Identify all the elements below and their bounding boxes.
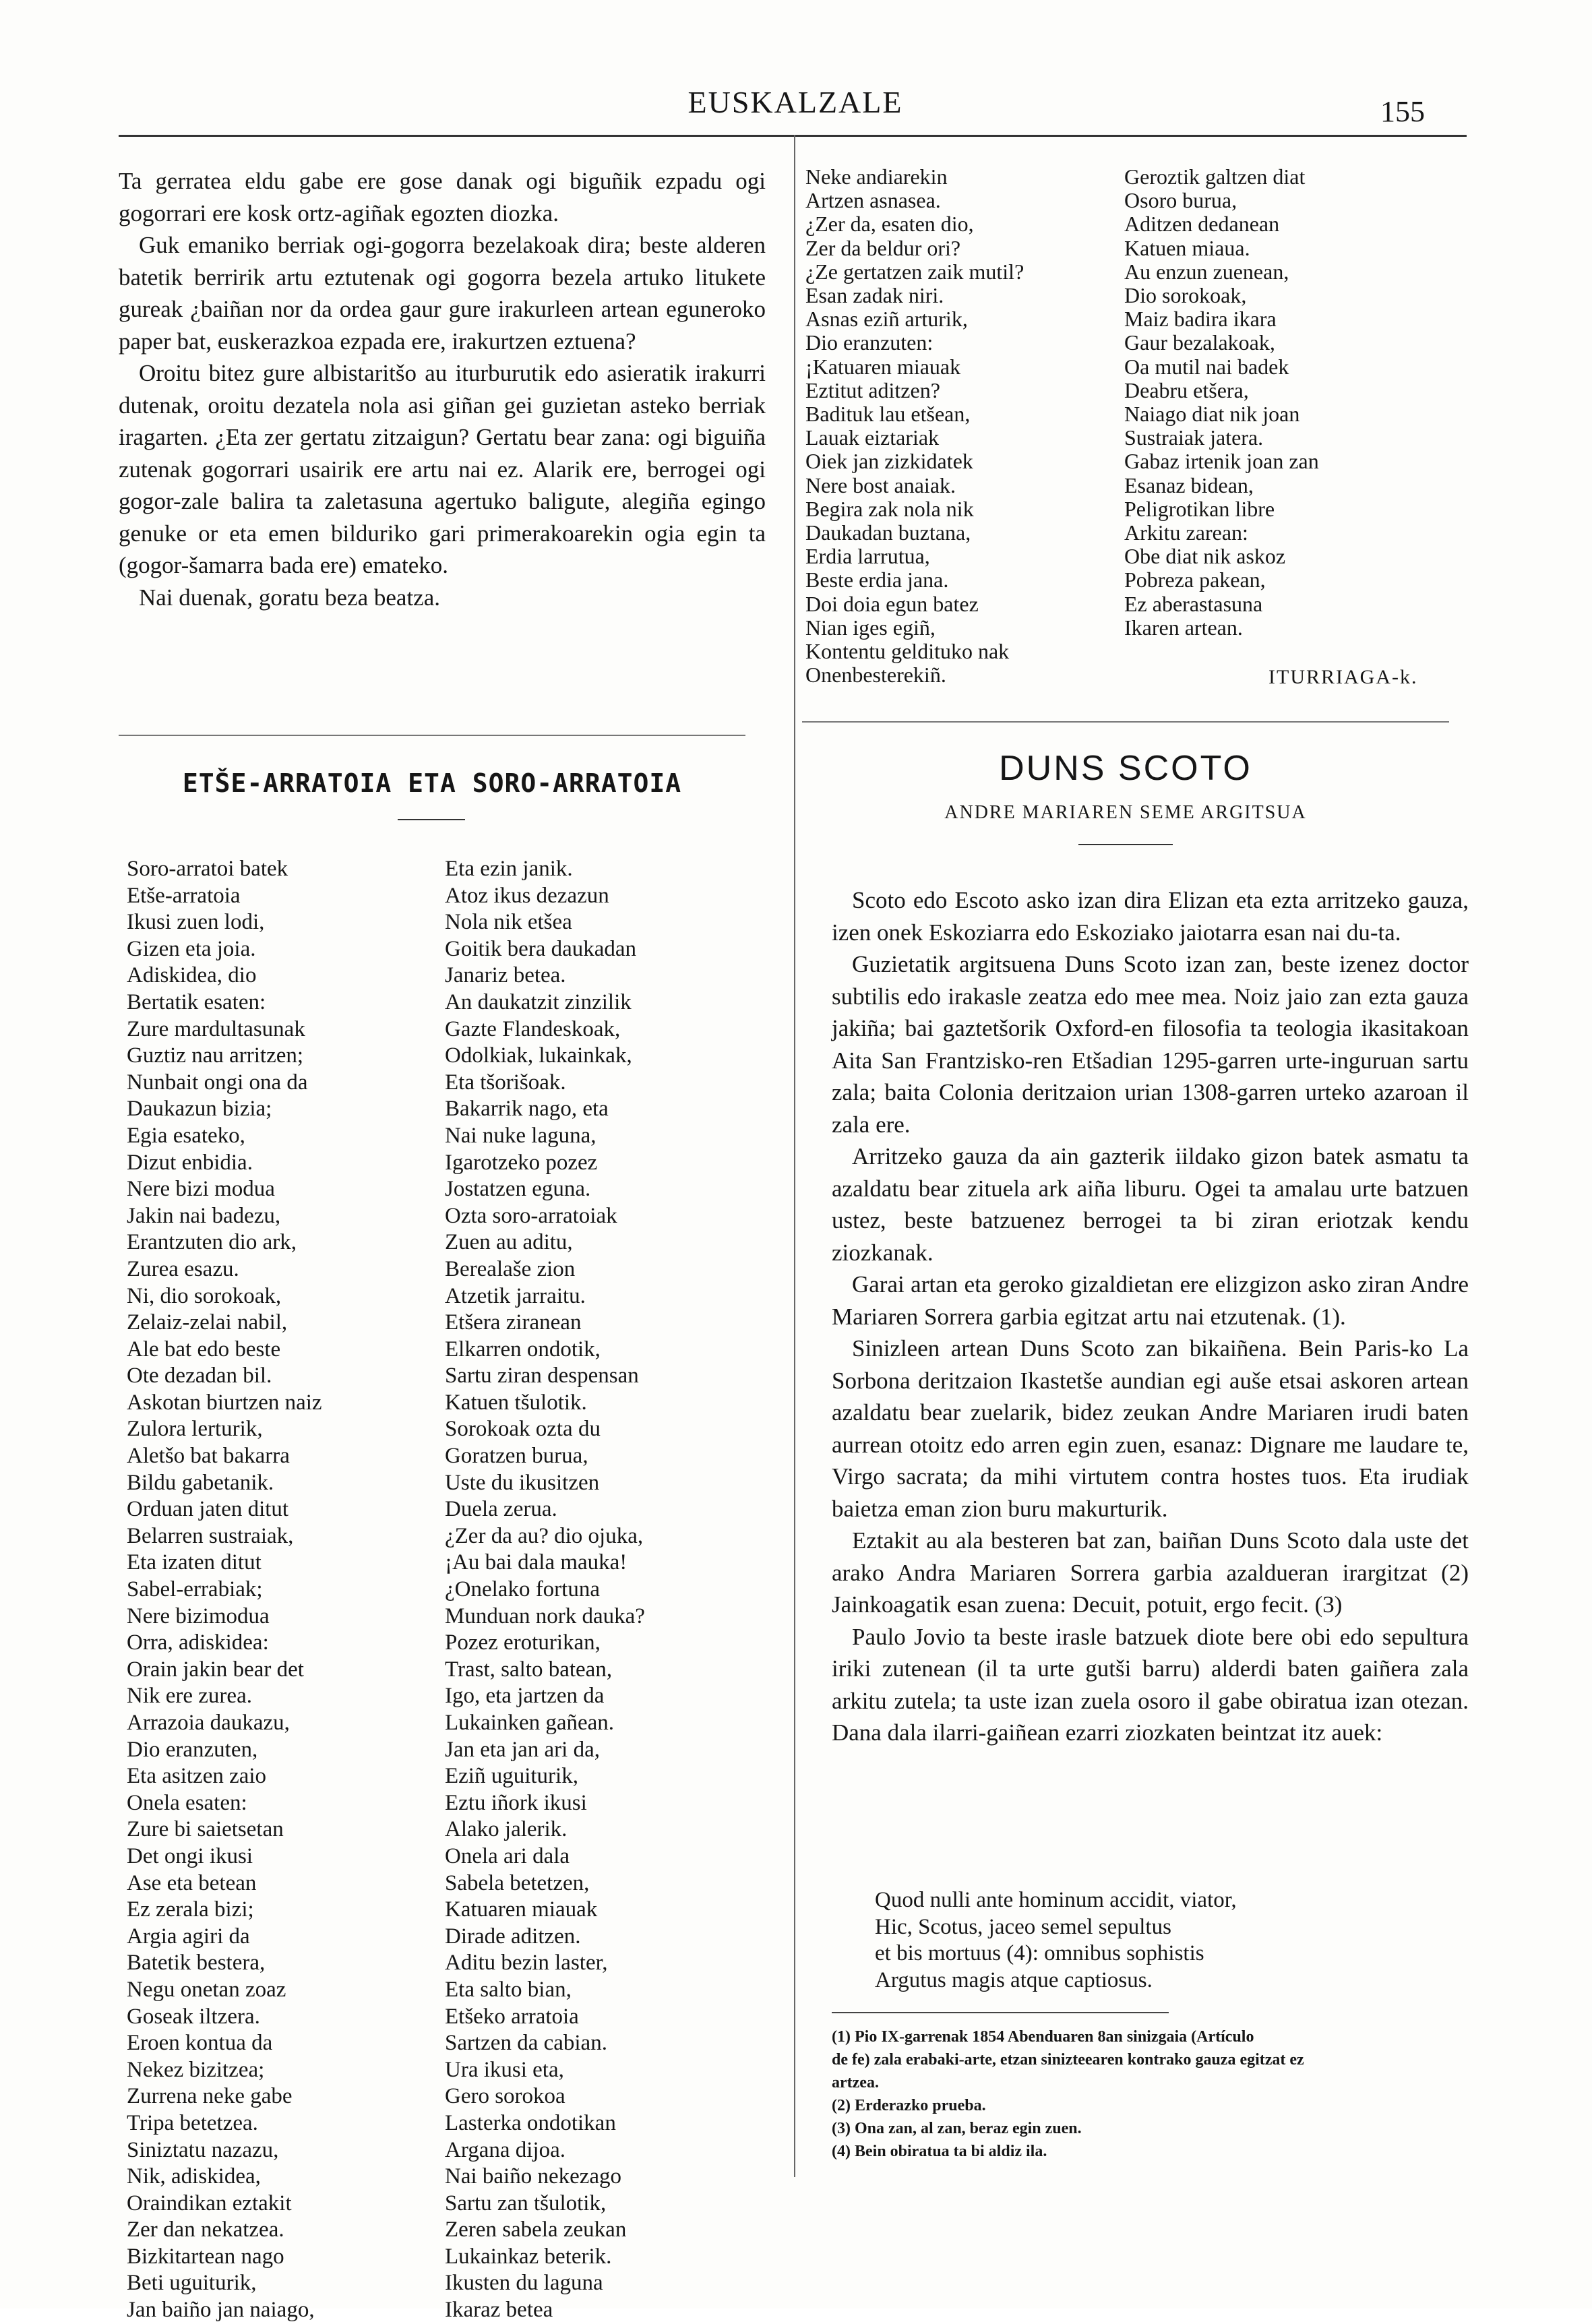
poem-line: Eta ezin janik. — [445, 857, 573, 881]
article-paragraph: Eztakit au ala besteren bat zan, baiñan Duns Scoto dala uste det arako Andra Mariaren Sorrera garbia azaldueran irargitzat (2) Jainkoagatik esan zuena: Decuit, potuit, ergo fecit. (3) — [832, 1527, 1469, 1618]
poem-line: Etšeko arratoia — [445, 2004, 579, 2029]
poem-line: Nere bizimodua — [127, 1603, 270, 1628]
poem-line: Ez aberastasuna — [1124, 591, 1263, 616]
poem-line: Jan baiño jan naiago, — [127, 2298, 315, 2323]
poem-line: Askotan biurtzen naiz — [127, 1390, 322, 1415]
column-divider — [794, 135, 795, 2177]
poem-line: Daukadan buztana, — [805, 520, 971, 545]
poem-line: Dizut enbidia. — [127, 1150, 253, 1175]
poem-line: ¿Zer da, esaten dio, — [805, 212, 974, 237]
poem-line: Onela esaten: — [127, 1790, 247, 1815]
poem-line: Gero sorokoa — [445, 2084, 565, 2109]
article-paragraph: Garai artan eta geroko gizaldietan ere elizgizon asko ziran Andre Mariaren Sorrera garbia egitzat artu nai etzutenak. (1). — [832, 1271, 1469, 1330]
poem-author: ITURRIAGA-k. — [1268, 666, 1418, 688]
poem-line: Deabru etšera, — [1124, 377, 1249, 402]
poem-line: Goseak iltzera. — [127, 2004, 260, 2029]
poem-line: Obe diat nik askoz — [1124, 544, 1286, 569]
poem-line: Eta asitzen zaio — [127, 1764, 267, 1789]
poem-line: Zer da beldur ori? — [805, 235, 961, 260]
footnote-line: (1) Pio IX-garrenak 1854 Abenduaren 8an sinizgaia (Artículo — [832, 2028, 1254, 2046]
poem-line: Goratzen burua, — [445, 1444, 588, 1469]
poem-line: ¡Au bai dala mauka! — [445, 1550, 627, 1575]
poem-line: Negu onetan zoaz — [127, 1977, 286, 2002]
poem-line: Zulora lerturik, — [127, 1417, 263, 1442]
poem-line: Gabaz irtenik joan zan — [1124, 449, 1319, 474]
poem-line: Katuen miaua. — [1124, 235, 1250, 260]
poem-line: Nere bost anaiak. — [805, 472, 956, 497]
epitaph-line: Quod nulli ante hominum accidit, viator, — [875, 1888, 1237, 1912]
poem-line: Zuen au aditu, — [445, 1230, 573, 1255]
top-right-poem-col2 — [1124, 165, 1448, 640]
poem-line: Esanaz bidean, — [1124, 472, 1254, 497]
poem-line: Neke andiarekin — [805, 164, 948, 189]
poem-line: Jan eta jan ari da, — [445, 1737, 600, 1762]
poem-line: Argia agiri da — [127, 1924, 250, 1949]
poem-line: Ni, dio sorokoak, — [127, 1283, 282, 1308]
poem-line: Sabel-errabiak; — [127, 1577, 263, 1602]
poem-line: Eta izaten ditut — [127, 1550, 262, 1575]
page-number: 155 — [1380, 95, 1425, 128]
poem-line: Nai baiño nekezago — [445, 2164, 622, 2189]
poem-line: Zeren sabela zeukan — [445, 2218, 627, 2242]
poem-column-1 — [127, 856, 423, 2324]
poem-line: Guztiz nau arritzen; — [127, 1043, 304, 1068]
poem-line: Oraindikan eztakit — [127, 2191, 292, 2215]
poem-line: Orain jakin bear det — [127, 1657, 304, 1682]
poem-line: Uste du ikusitzen — [445, 1470, 600, 1495]
poem-line: ¡Katuaren miauak — [805, 354, 961, 379]
poem-line: Eztitut aditzen? — [805, 377, 940, 402]
poem-line: Atzetik jarraitu. — [445, 1283, 586, 1308]
poem-line: Alako jalerik. — [445, 1817, 568, 1842]
poem-line: Ikusten du laguna — [445, 2271, 603, 2296]
poem-line: Argana dijoa. — [445, 2137, 566, 2162]
poem-line: Kontentu geldituko nak — [805, 639, 1010, 664]
poem-line: Sustraiak jatera. — [1124, 425, 1264, 450]
poem-line: Zure bi saietsetan — [127, 1817, 284, 1842]
poem-line: Aditu bezin laster, — [445, 1951, 608, 1976]
poem-line: Onela ari dala — [445, 1843, 570, 1868]
intro-paragraph: Oroitu bitez gure albistaritšo au iturburutik edo asieratik irakurri dutenak, oroitu dezatela nola asi giñan gei guzietan asteko berriak iragarten. ¿Eta zer gertatu zitzaigun? Gertatu bear zana: ogi biguiña zutenak gogorrari usairik ere artu nai ez. Alarik ere, berrogei ogi gogor-zale balira ta zaletasuna agertuko baligute, alegiña egingo genuke or eta emen bilduriko gari primerakoarekin ogia egin ta (gogor-šamarra bada ere) emateko. — [119, 360, 766, 578]
poem-line: Janariz betea. — [445, 963, 566, 988]
poem-line: Nik ere zurea. — [127, 1684, 252, 1709]
poem-line: Katuen tšulotik. — [445, 1390, 587, 1415]
poem-line: Bakarrik nago, eta — [445, 1097, 609, 1122]
poem-line: Batetik bestera, — [127, 1951, 266, 1976]
poem-line: Arkitu zarean: — [1124, 520, 1248, 545]
poem-line: Zelaiz-zelai nabil, — [127, 1310, 288, 1335]
poem-line: Etšera ziranean — [445, 1310, 582, 1335]
poem-line: Eroen kontua da — [127, 2031, 273, 2056]
epitaph-line: et bis mortuus (4): omnibus sophistis — [875, 1941, 1204, 1966]
poem-line: Nai nuke laguna, — [445, 1123, 596, 1148]
title-rule — [1078, 844, 1173, 845]
footnote-line: (3) Ona zan, al zan, beraz egin zuen. — [832, 2120, 1082, 2137]
poem-line: Dirade aditzen. — [445, 1924, 581, 1949]
article-paragraph: Paulo Jovio ta beste irasle batzuek diote bere obi edo sepultura iriki zutenean (il ta urte gutši barru) alderdi baten gaiñera zala arkitu zutela; ta uste izan zuela osoro il gabe obiratua izan otezan. Dana dala ilarri-gaiñean ezarri ziozkaten beintzat itz auek: — [832, 1623, 1469, 1746]
intro-paragraph: Nai duenak, goratu beza beatza. — [139, 584, 440, 611]
poem-line: Bizkitartean nago — [127, 2244, 284, 2269]
poem-line: Au enzun zuenean, — [1124, 259, 1289, 284]
latin-epitaph — [875, 1887, 1448, 1994]
epitaph-line: Hic, Scotus, jaceo semel sepultus — [875, 1914, 1171, 1939]
poem-title: ETŠE-ARRATOIA ETA SORO-ARRATOIA — [182, 768, 682, 798]
intro-paragraph: Guk emaniko berriak ogi-gogorra bezelakoak dira; beste alderen batetik berririk artu eztutenak ogi gogorra bezela artuko litukete gureak ¿baiñan nor da ordea gaur gure irakurleen artean eguneroko paper bat, euskerazkoa ezpada ere, irakurtzen eztuena? — [119, 232, 766, 355]
epitaph-line: Argutus magis atque captiosus. — [875, 1967, 1153, 1992]
poem-line: Badituk lau etšean, — [805, 402, 971, 427]
poem-line: Lukainken gañean. — [445, 1711, 615, 1735]
poem-line: Tripa betetzea. — [127, 2110, 258, 2135]
poem-line: Gizen eta joia. — [127, 936, 256, 961]
poem-line: Dio eranzuten, — [127, 1737, 258, 1762]
duns-scoto-article — [832, 884, 1469, 1749]
poem-line: Munduan nork dauka? — [445, 1603, 645, 1628]
poem-line: Elkarren ondotik, — [445, 1337, 601, 1362]
poem-line: Etše-arratoia — [127, 883, 241, 908]
poem-line: Zurea esazu. — [127, 1256, 239, 1281]
footnote-line: artzea. — [832, 2074, 879, 2091]
poem-line: Aletšo bat bakarra — [127, 1444, 290, 1469]
poem-line: Eztu iñork ikusi — [445, 1790, 587, 1815]
footnote-line: (2) Erderazko prueba. — [832, 2097, 986, 2114]
poem-line: Maiz badira ikara — [1124, 307, 1277, 332]
intro-article — [119, 165, 766, 613]
poem-line: Odolkiak, lukainkak, — [445, 1043, 632, 1068]
poem-line: Lukainkaz beterik. — [445, 2244, 612, 2269]
article-paragraph: Sinizleen artean Duns Scoto zan bikaiñena. Bein Paris-ko La Sorbona deritzaion Ikastetše aundian egi auše etsai askoren artean azaldatu bear zuelarik, bidez zeukan Andre Mariaren irudi baten aurrean otoitz edo arren egin zuen, esanaz: Dignare me laudare te, Virgo sacrata; da mihi virtutem contra hostes tuos. Eta irudiak baietza eman zion buru makurturik. — [832, 1335, 1469, 1522]
poem-line: Zurrena neke gabe — [127, 2084, 293, 2109]
poem-line: Ikaren artean. — [1124, 615, 1243, 640]
poem-line: ¿Zer da au? dio ojuka, — [445, 1523, 644, 1548]
poem-line: Zure mardultasunak — [127, 1016, 305, 1041]
poem-line: An daukatzit zinzilik — [445, 989, 632, 1014]
poem-line: Siniztatu nazazu, — [127, 2137, 279, 2162]
poem-line: Soro-arratoi batek — [127, 857, 288, 881]
footnote-line: (4) Bein obiratua ta bi aldiz ila. — [832, 2143, 1047, 2160]
poem-line: Beti uguiturik, — [127, 2271, 257, 2296]
poem-line: Belarren sustraiak, — [127, 1523, 294, 1548]
poem-line: Ale bat edo beste — [127, 1337, 281, 1362]
poem-line: Trast, salto batean, — [445, 1657, 613, 1682]
poem-line: Goitik bera daukadan — [445, 936, 637, 961]
section-rule — [119, 735, 745, 736]
poem-line: Oiek jan zizkidatek — [805, 449, 973, 474]
poem-line: Lasterka ondotikan — [445, 2110, 616, 2135]
poem-line: Onenbesterekiñ. — [805, 663, 946, 687]
poem-line: Berealaše zion — [445, 1256, 576, 1281]
duns-scoto-title: DUNS SCOTO — [999, 749, 1252, 788]
poem-line: Osoro burua, — [1124, 188, 1237, 213]
poem-line: Bertatik esaten: — [127, 989, 266, 1014]
footnote-line: de fe) zala erabaki-arte, etzan sinizteearen kontrako gauza egitzat ez — [832, 2051, 1304, 2069]
intro-paragraph: Ta gerratea eldu gabe ere gose danak ogi biguñik ezpadu ogi gogorrari ere kosk ortz-agiñak egozten diozka. — [119, 168, 766, 226]
duns-scoto-subtitle: ANDRE MARIAREN SEME ARGITSUA — [944, 802, 1307, 823]
poem-line: Peligrotikan libre — [1124, 496, 1275, 521]
poem-line: Det ongi ikusi — [127, 1843, 253, 1868]
footnote-rule — [832, 2012, 1169, 2013]
poem-line: Sartu zan tšulotik, — [445, 2191, 607, 2215]
top-right-poem-col1 — [805, 165, 1102, 687]
poem-line: Ase eta betean — [127, 1870, 257, 1895]
poem-line: Sartzen da cabian. — [445, 2031, 607, 2056]
section-rule — [802, 721, 1449, 723]
poem-line: Aditzen dedanean — [1124, 212, 1280, 237]
poem-line: Eta salto bian, — [445, 1977, 572, 2002]
poem-line: Orra, adiskidea: — [127, 1630, 269, 1655]
poem-line: Pozez eroturikan, — [445, 1630, 601, 1655]
poem-line: Oa mutil nai badek — [1124, 354, 1289, 379]
poem-line: Geroztik galtzen diat — [1124, 164, 1306, 189]
poem-line: Atoz ikus dezazun — [445, 883, 609, 908]
poem-line: Ura ikusi eta, — [445, 2057, 564, 2082]
poem-line: Orduan jaten ditut — [127, 1497, 289, 1522]
poem-line: Nere bizi modua — [127, 1177, 275, 1202]
poem-line: Lauak eiztariak — [805, 425, 940, 450]
poem-line: Igarotzeko pozez — [445, 1150, 598, 1175]
poem-line: Nik, adiskidea, — [127, 2164, 261, 2189]
poem-line: Duela zerua. — [445, 1497, 557, 1522]
page-header-title: EUSKALZALE — [687, 85, 903, 119]
poem-line: Sorokoak ozta du — [445, 1417, 601, 1442]
poem-line: Beste erdia jana. — [805, 568, 949, 592]
poem-line: Eziñ uguiturik, — [445, 1764, 578, 1789]
poem-line: Erdia larrutua, — [805, 544, 930, 569]
poem-line: Ez zerala bizi; — [127, 1897, 254, 1922]
poem-line: ¿Onelako fortuna — [445, 1577, 600, 1602]
article-paragraph: Guzietatik argitsuena Duns Scoto izan zan, beste izenez doctor subtilis edo irakasle zeatza edo mee mea. Noiz jaio zan ezta gauza jakiña; bai gaztetšorik Oxford-en filosofia ta teologia ikasitakoan Aita San Frantzisko-ren Etšadian 1295-garren urte-inguruan sartu zala; baita Colonia deritzaion urian 1308-garren urteko azaroan il zala ere. — [832, 951, 1469, 1138]
poem-line: Begira zak nola nik — [805, 496, 974, 521]
poem-line: Igo, eta jartzen da — [445, 1684, 605, 1709]
poem-line: Ikaraz betea — [445, 2298, 553, 2323]
poem-line: Dio sorokoak, — [1124, 283, 1247, 308]
poem-line: Sabela betetzen, — [445, 1870, 590, 1895]
poem-line: Adiskidea, dio — [127, 963, 257, 988]
poem-line: Erantzuten dio ark, — [127, 1230, 297, 1255]
poem-line: Sartu ziran despensan — [445, 1364, 639, 1388]
article-paragraph: Arritzeko gauza da ain gazterik iildako gizon batek asmatu ta azaldatu bear zituela ark aiña liburu. Ogei ta amalau urte batzuen ustez, beste batzuenez berrogei ta bi ziran eriotzak kendu ziozkanak. — [832, 1143, 1469, 1266]
header-rule — [119, 135, 1467, 137]
poem-line: Ikusi zuen lodi, — [127, 910, 265, 935]
poem-line: Daukazun bizia; — [127, 1097, 272, 1122]
poem-line: Ozta soro-arratoiak — [445, 1203, 617, 1228]
poem-line: Nekez bizitzea; — [127, 2057, 265, 2082]
poem-line: Nola nik etšea — [445, 910, 572, 935]
poem-line: Ote dezadan bil. — [127, 1364, 272, 1388]
poem-line: Bildu gabetanik. — [127, 1470, 274, 1495]
poem-line: Gazte Flandeskoak, — [445, 1016, 621, 1041]
poem-line: Naiago diat nik joan — [1124, 402, 1300, 427]
poem-line: Zer dan nekatzea. — [127, 2218, 284, 2242]
poem-line: Nunbait ongi ona da — [127, 1070, 308, 1095]
poem-line: Pobreza pakean, — [1124, 568, 1266, 592]
poem-line: Katuaren miauak — [445, 1897, 598, 1922]
article-paragraph: Scoto edo Escoto asko izan dira Elizan eta ezta arritzeko gauza, izen onek Eskoziarra edo Eskoziako jaiotarra esan nai du-ta. — [832, 887, 1469, 946]
poem-line: Arrazoia daukazu, — [127, 1711, 290, 1735]
poem-line: Gaur bezalakoak, — [1124, 330, 1275, 355]
footnotes — [832, 2025, 1469, 2163]
poem-column-2 — [445, 856, 755, 2324]
poem-line: Artzen asnasea. — [805, 188, 941, 213]
poem-line: Esan zadak niri. — [805, 283, 944, 308]
poem-line: Jostatzen eguna. — [445, 1177, 591, 1202]
poem-line: Nian iges egiñ, — [805, 615, 936, 640]
poem-line: Jakin nai badezu, — [127, 1203, 281, 1228]
poem-line: Doi doia egun batez — [805, 591, 979, 616]
poem-line: Asnas eziñ arturik, — [805, 307, 968, 332]
poem-line: Dio eranzuten: — [805, 330, 933, 355]
poem-line: Egia esateko, — [127, 1123, 245, 1148]
poem-line: Eta tšorišoak. — [445, 1070, 566, 1095]
poem-line: ¿Ze gertatzen zaik mutil? — [805, 259, 1024, 284]
title-rule — [398, 819, 465, 820]
